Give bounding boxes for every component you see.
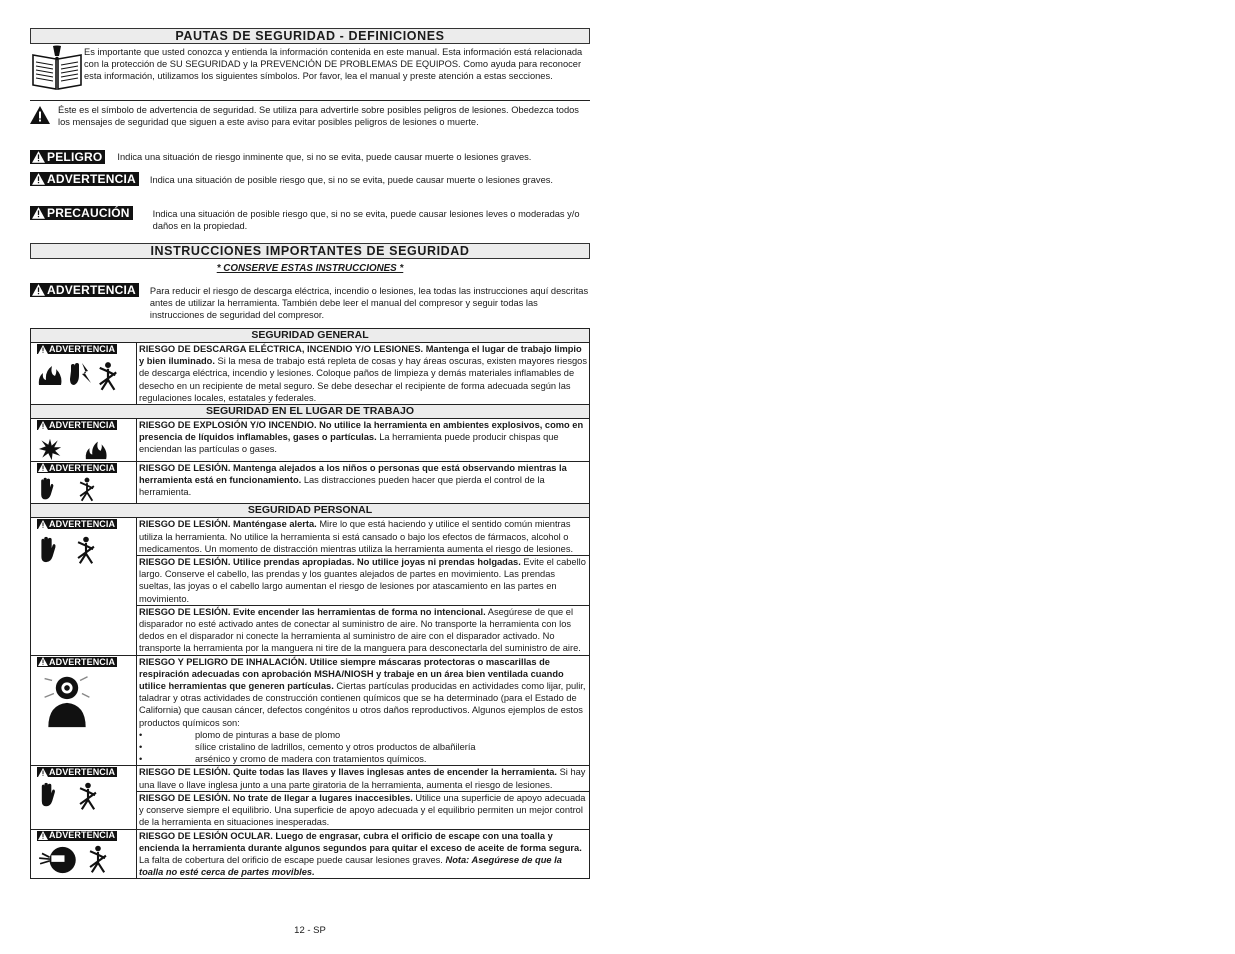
stop-hand-icon [37, 477, 55, 501]
instructions-warning-badge [30, 283, 139, 297]
icon-cell [31, 766, 137, 829]
definitions-heading: PAUTAS DE SEGURIDAD - DEFINICIONES [30, 28, 590, 44]
precaucion-text: Indica una situación de posible riesgo que, si no se evita, puede causar lesiones leves o moderadas y/o daños en la propiedad. [152, 209, 580, 232]
explosion-icon [37, 437, 63, 461]
injury-person-icon [97, 361, 119, 393]
peligro-label: PELIGRO [47, 149, 103, 164]
row-bold: RIESGO DE LESIÓN OCULAR. Luego de engrasar, cubra el orificio de escape con una toalla y encienda la herramienta durante algunos segundos para quitar el exceso de aceite de forma segura. [139, 830, 582, 853]
page-number: 12 - SP [294, 925, 326, 936]
table-row [31, 766, 590, 791]
instructions-warning-text: Para reducir el riesgo de descarga eléctrica, incendio o lesiones, lea todas las instrucciones aquí descritas antes de utilizar la herramienta. También debe leer el manual del compresor y seguir todas las instrucciones de seguridad del compresor. [149, 286, 589, 321]
precaucion-badge [30, 206, 133, 220]
alert-triangle-icon [38, 657, 48, 666]
row-bold: RIESGO DE EXPLOSIÓN Y/O INCENDIO. No utilice la herramienta en ambientes explosivos, como en presencia de líquidos inflamables, gases o partículas. [139, 420, 584, 443]
table-row [31, 419, 590, 462]
icon-cell [31, 655, 137, 766]
bullet-mark: • [139, 742, 143, 753]
bullet-text: arsénico y cromo de madera con tratamientos químicos. [195, 754, 427, 765]
table-row [31, 518, 590, 556]
safety-table [30, 328, 590, 879]
row-body: Las distracciones pueden hacer que pierda el control de la herramienta. [139, 474, 545, 498]
icon-cell [31, 461, 137, 504]
peligro-badge [30, 150, 105, 164]
injury-person-icon [87, 845, 109, 875]
bullet-mark: • [139, 729, 143, 740]
eye-protection-icon [37, 845, 77, 875]
row-bold: RIESGO DE LESIÓN. Quite todas las llaves y llaves inglesas antes de encender la herramienta. [139, 767, 558, 778]
row-bold: RIESGO DE DESCARGA ELÉCTRICA, INCENDIO Y/O LESIONES. Mantenga el lugar de trabajo limpio y bien iluminado. [139, 344, 582, 367]
definitions-section [30, 28, 590, 322]
intro-text: Es importante que usted conozca y entienda la información contenida en este manual. Esta información está relacionada con la protección de SU SEGURIDAD y la PREVENCIÓN DE PROBLEMAS DE EQUIPOS. Como ayuda para reconocer esta información, utilizamos los siguientes símbolos. Por favor, lea el manual y preste atención a estas secciones. [84, 47, 583, 82]
instructions-warning-label: ADVERTENCIA [47, 282, 136, 297]
advertencia-row [30, 172, 590, 202]
category-general: SEGURIDAD GENERAL [31, 329, 590, 343]
alert-triangle-icon [38, 421, 48, 430]
icon-cell [31, 829, 137, 879]
alert-triangle-icon [38, 520, 48, 529]
bullet-text: plomo de pinturas a base de plomo [195, 729, 341, 740]
alert-triangle-icon [38, 345, 48, 354]
advertencia-badge [37, 767, 117, 777]
alert-triangle-icon [32, 173, 45, 185]
injury-person-icon [77, 477, 97, 503]
row-text [137, 518, 590, 556]
icon-cell [31, 343, 137, 405]
category-row [31, 504, 590, 518]
row-text [137, 655, 590, 766]
advertencia-text: Indica una situación de posible riesgo que, si no se evita, puede causar muerte o lesiones graves. [149, 175, 553, 185]
table-row [31, 829, 590, 879]
alert-symbol-text: Éste es el símbolo de advertencia de seguridad. Se utiliza para advertirle sobre posibles peligros de lesiones. Obedezca todos los mensajes de seguridad que siguen a este aviso para evitar posibles peligros de lesiones o muerte. [58, 105, 579, 128]
peligro-row [30, 150, 590, 170]
icon-cell [31, 419, 137, 462]
fire-icon [83, 437, 109, 461]
advertencia-badge [37, 519, 117, 529]
row-body: Mire lo que está haciendo y utilice el sentido común mientras utiliza la herramienta. No utilice la herramienta si está cansado o bajo los efectos de fármacos, alcohol o medicamentos. Un momento de distracción mientras utiliza la herramienta aumenta el riesgo de lesiones. [139, 519, 574, 554]
row-body: Si la mesa de trabajo está repleta de cosas y hay áreas oscuras, existen mayores riesgos de descarga eléctrica, incendio y lesiones. Coloque paños de limpieza y demás materiales inflamables de desecho en un recipiente de metal seguro. Se debe desechar el recipiente de forma adecuada según las regulaciones locales, estatales y federales. [139, 356, 587, 403]
peligro-text: Indica una situación de riesgo inminente que, si no se evita, puede causar muerte o lesiones graves. [117, 152, 532, 162]
row-text [137, 605, 590, 655]
bullet-mark: • [139, 754, 143, 765]
injury-person-icon [75, 536, 97, 566]
row-body: Ciertas partículas producidas en actividades como lijar, pulir, taladrar y otras actividades de construcción contienen químicos que se ha determinado (para el Estado de California) que causan cáncer, defectos congénitos u otros daños reproductivos. Algunos ejemplos de estos productos químicos son: [139, 681, 586, 728]
table-row [31, 655, 590, 766]
badge-label: ADVERTENCIA [49, 419, 116, 430]
row-bold: RIESGO DE LESIÓN. No trate de llegar a lugares inaccesibles. [139, 792, 413, 803]
safety-alert-icon [30, 106, 50, 124]
fire-icon [37, 361, 63, 387]
row-body: La herramienta puede producir chispas que enciendan las partículas o gases. [139, 432, 559, 455]
category-row [31, 329, 590, 343]
respirator-mask-icon [37, 673, 97, 729]
row-text [137, 791, 590, 829]
row-body: Asegúrese de que el disparador no esté activado antes de conectar al suministro de aire. No transporte la herramienta con los dedos en el disparador ni conecte la herramienta al suministro de aire con el disparador activado. No transporte la herramienta por la manguera ni tire de la manguera para desconectarla del suministro de aire. [139, 606, 581, 654]
table-row [31, 461, 590, 504]
icon-cell [31, 518, 137, 655]
row-body: Si hay una llave o llave inglesa junto a una parte giratoria de la herramienta, aumenta el riesgo de lesiones. [139, 767, 586, 790]
intro-block [30, 45, 590, 101]
row-text [137, 419, 590, 462]
badge-label: ADVERTENCIA [49, 830, 116, 841]
row-body: Evite el cabello largo. Conserve el cabello, las prendas y los guantes alejados de partes en movimiento. Las prendas sueltas, las joyas o el cabello largo aumentan el riesgo de lesiones por atascamiento en las partes en movimiento. [139, 557, 586, 604]
row-note: Nota: Asegúrese de que la toalla no esté cerca de partes movibles. [139, 854, 562, 878]
advertencia-label: ADVERTENCIA [47, 171, 136, 186]
list-item [139, 753, 587, 765]
badge-label: ADVERTENCIA [49, 656, 116, 667]
alert-triangle-icon [32, 207, 45, 219]
stop-hand-icon [37, 536, 57, 564]
alert-triangle-icon [32, 284, 45, 296]
advertencia-badge [37, 420, 117, 430]
precaucion-row [30, 206, 590, 236]
alert-triangle-icon [38, 463, 48, 472]
stop-hand-icon [37, 782, 57, 808]
injury-person-icon [77, 782, 99, 812]
row-bold: RIESGO DE LESIÓN. Evite encender las herramientas de forma no intencional. [139, 606, 486, 617]
row-text [137, 829, 590, 879]
category-personal: SEGURIDAD PERSONAL [31, 504, 590, 518]
badge-label: ADVERTENCIA [49, 767, 116, 778]
bullet-text: sílice cristalino de ladrillos, cemento y otros productos de albañilería [195, 742, 476, 753]
manual-book-icon [30, 45, 84, 91]
advertencia-badge [30, 172, 139, 186]
instructions-warning-row [30, 283, 590, 322]
row-bold: RIESGO DE LESIÓN. Utilice prendas apropiadas. No utilice joyas ni prendas holgadas. [139, 557, 521, 568]
alert-triangle-icon [32, 151, 45, 163]
electric-shock-icon [67, 361, 93, 389]
row-text [137, 766, 590, 791]
instructions-heading: INSTRUCCIONES IMPORTANTES DE SEGURIDAD [30, 243, 590, 259]
badge-label: ADVERTENCIA [49, 462, 116, 473]
row-body: La falta de cobertura del orificio de escape puede causar lesiones graves. [139, 854, 446, 865]
badge-label: ADVERTENCIA [49, 343, 116, 354]
conserve-instructions: * CONSERVE ESTAS INSTRUCCIONES * [216, 263, 404, 274]
alert-symbol-row [30, 104, 590, 144]
row-bold: RIESGO Y PELIGRO DE INHALACIÓN. Utilice siempre máscaras protectoras o mascarillas de respiración adecuadas con aprobación MSHA/NIOSH y trabaje en un área bien ventilada cuando utilice herramientas que generen partículas. [139, 656, 564, 692]
list-item [139, 741, 587, 753]
row-bold: RIESGO DE LESIÓN. Mantenga alejados a los niños o personas que está observando mientras la herramienta está en funcionamiento. [139, 462, 567, 485]
row-text [137, 461, 590, 504]
advertencia-badge [37, 463, 117, 473]
advertencia-badge [37, 831, 117, 841]
precaucion-label: PRECAUCIÓN [47, 205, 130, 220]
row-text [137, 556, 590, 606]
alert-triangle-icon [38, 831, 48, 840]
list-item [139, 729, 587, 741]
alert-triangle-icon [38, 768, 48, 777]
table-row [31, 343, 590, 405]
row-text [137, 343, 590, 405]
advertencia-badge [37, 344, 117, 354]
category-workplace: SEGURIDAD EN EL LUGAR DE TRABAJO [31, 405, 590, 419]
row-body: Utilice una superficie de apoyo adecuada y conserve siempre el equilibrio. Una superficie de apoyo adecuada y el equilibrio permiten un mejor control de la herramienta en situaciones inesperadas. [139, 792, 586, 828]
advertencia-badge [37, 657, 117, 667]
category-row [31, 405, 590, 419]
row-bold: RIESGO DE LESIÓN. Manténgase alerta. [139, 519, 317, 530]
badge-label: ADVERTENCIA [49, 519, 116, 530]
